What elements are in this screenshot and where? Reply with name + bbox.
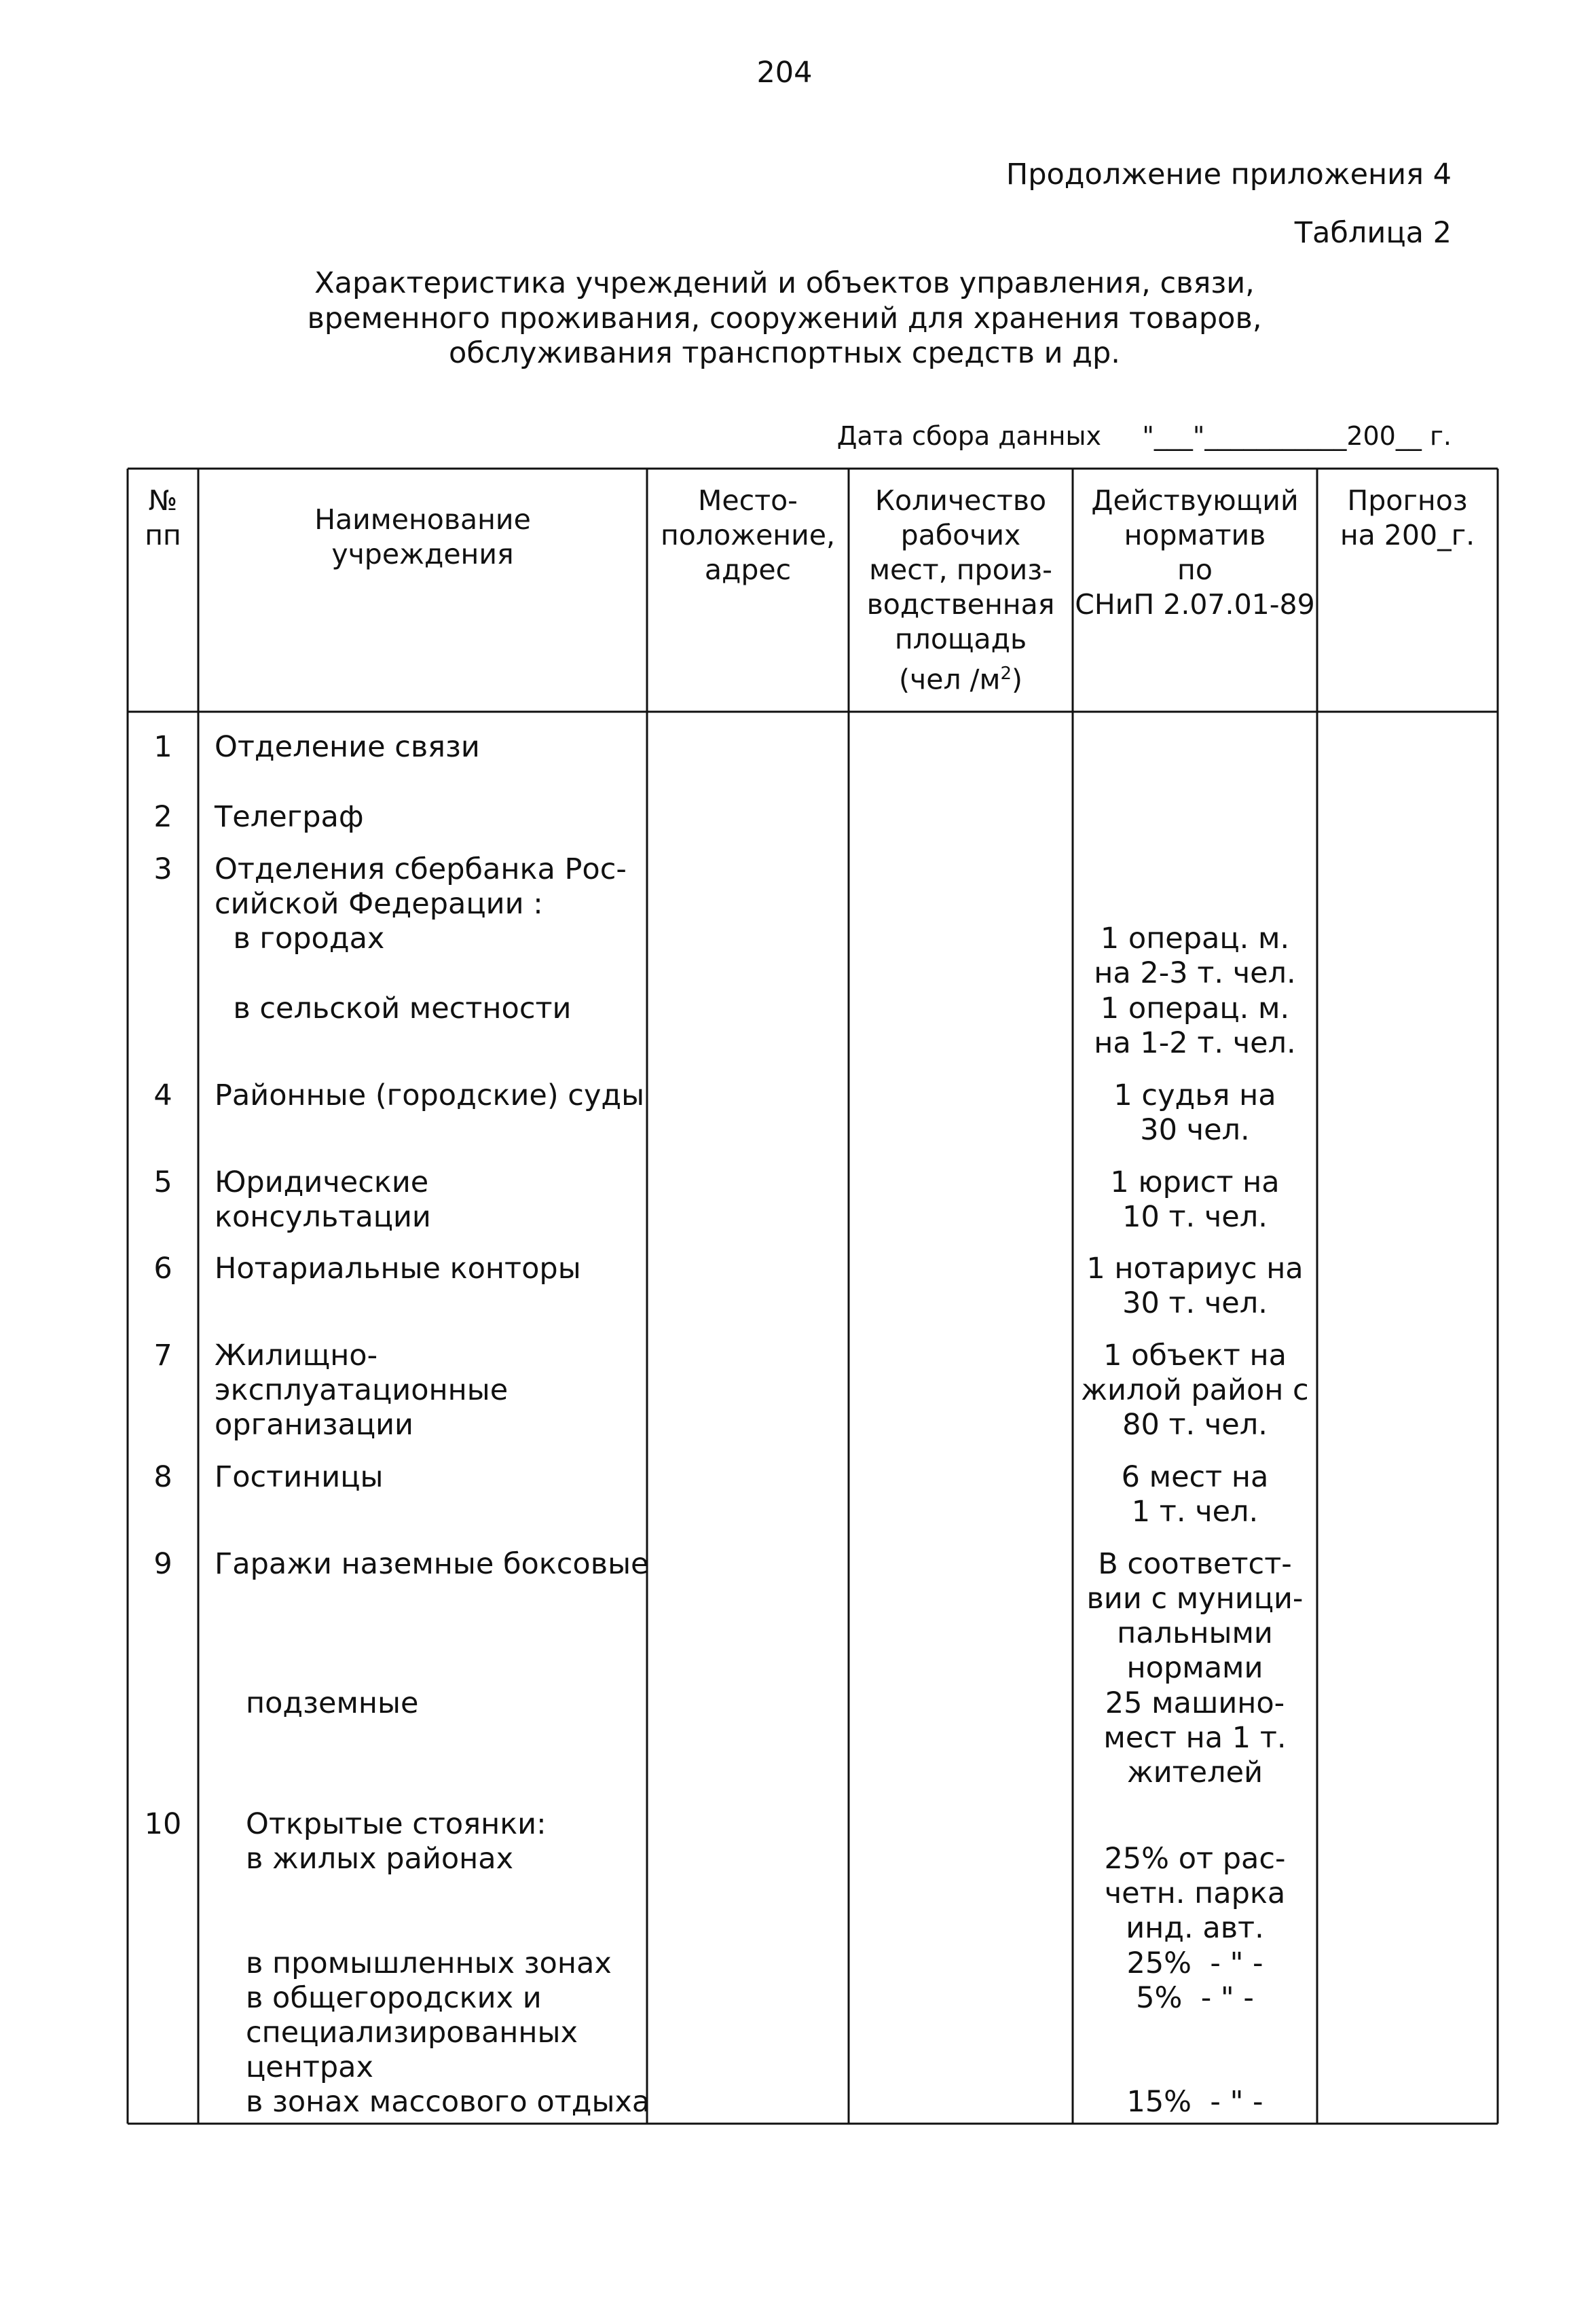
row-name: Открытые стоянки: в жилых районах [246, 1807, 547, 1876]
row-number: 2 [153, 800, 172, 834]
row-number: 1 [153, 730, 172, 764]
data-collection-date: Дата сбора данных "___"___________200__ г. [836, 421, 1452, 451]
row-norm: В соответст- вии с муници- пальными нормами [1086, 1547, 1304, 1685]
row-name: Отделение связи [215, 730, 480, 764]
row-norm: 1 операц. м. на 1-2 т. чел. [1094, 992, 1296, 1060]
page-number: 204 [756, 56, 813, 90]
column-header-location: Место- положение, адрес [660, 484, 836, 586]
row-norm: 1 юрист на 10 т. чел. [1110, 1165, 1280, 1234]
row-name: Нотариальные конторы [215, 1252, 581, 1286]
table-number-label: Таблица 2 [1294, 216, 1452, 250]
row-norm: 1 судья на 30 чел. [1113, 1078, 1276, 1147]
column-header-number: № пп [145, 484, 181, 551]
row-number: 5 [153, 1165, 172, 1199]
row-name: Гостиницы [215, 1460, 384, 1494]
row-number: 4 [153, 1078, 172, 1112]
row-number: 3 [153, 852, 172, 886]
row-name: Районные (городские) суды [215, 1078, 645, 1112]
row-name: Отделения сбербанка Рос- сийской Федерации : [215, 852, 627, 921]
row-norm: 25% от рас- четн. парка инд. авт. [1104, 1842, 1286, 1945]
row-norm: 25 машино- мест на 1 т. жителей [1103, 1686, 1287, 1790]
row-number: 6 [153, 1252, 172, 1286]
row-number: 9 [153, 1547, 172, 1581]
column-header-name: Наименование учреждения [314, 503, 531, 570]
column-header-workplaces: Количество рабочих мест, произ- водственная площадь (чел $/м^2$) [866, 484, 1055, 696]
row-norm: 1 нотариус на 30 т. чел. [1086, 1252, 1304, 1320]
row-norm: 6 мест на 1 т. чел. [1121, 1460, 1269, 1529]
row-norm: 25% - " - 5% - " - 15% - " - [1126, 1946, 1263, 2119]
row-name: в городах [215, 922, 385, 956]
row-number: 10 [144, 1807, 182, 1841]
row-name: подземные [246, 1686, 419, 1720]
column-header-norm: Действующий норматив по СНиП 2.07.01-89 [1075, 484, 1315, 621]
row-name: Юридические консультации [215, 1165, 431, 1234]
row-norm: 1 объект на жилой район с 80 т. чел. [1081, 1339, 1309, 1442]
row-name: в сельской местности [215, 992, 572, 1025]
row-name: Гаражи наземные боксовые [215, 1547, 649, 1581]
row-name: Телеграф [215, 800, 364, 834]
row-name: Жилищно- эксплуатационные организации [215, 1339, 509, 1442]
row-number: 7 [153, 1339, 172, 1373]
row-norm: 1 операц. м. на 2-3 т. чел. [1094, 922, 1296, 990]
row-number: 8 [153, 1460, 172, 1494]
column-header-forecast: Прогноз на 200_г. [1340, 484, 1475, 551]
appendix-continuation-label: Продолжение приложения 4 [1005, 158, 1452, 192]
table-title: Характеристика учреждений и объектов управления, связи, временного проживания, сооружений для хранения товаров, обслуживания транспортных средств и др. [307, 266, 1262, 371]
row-name: в промышленных зонах в общегородских и специализированных центрах в зонах массового отдыха [246, 1946, 650, 2119]
